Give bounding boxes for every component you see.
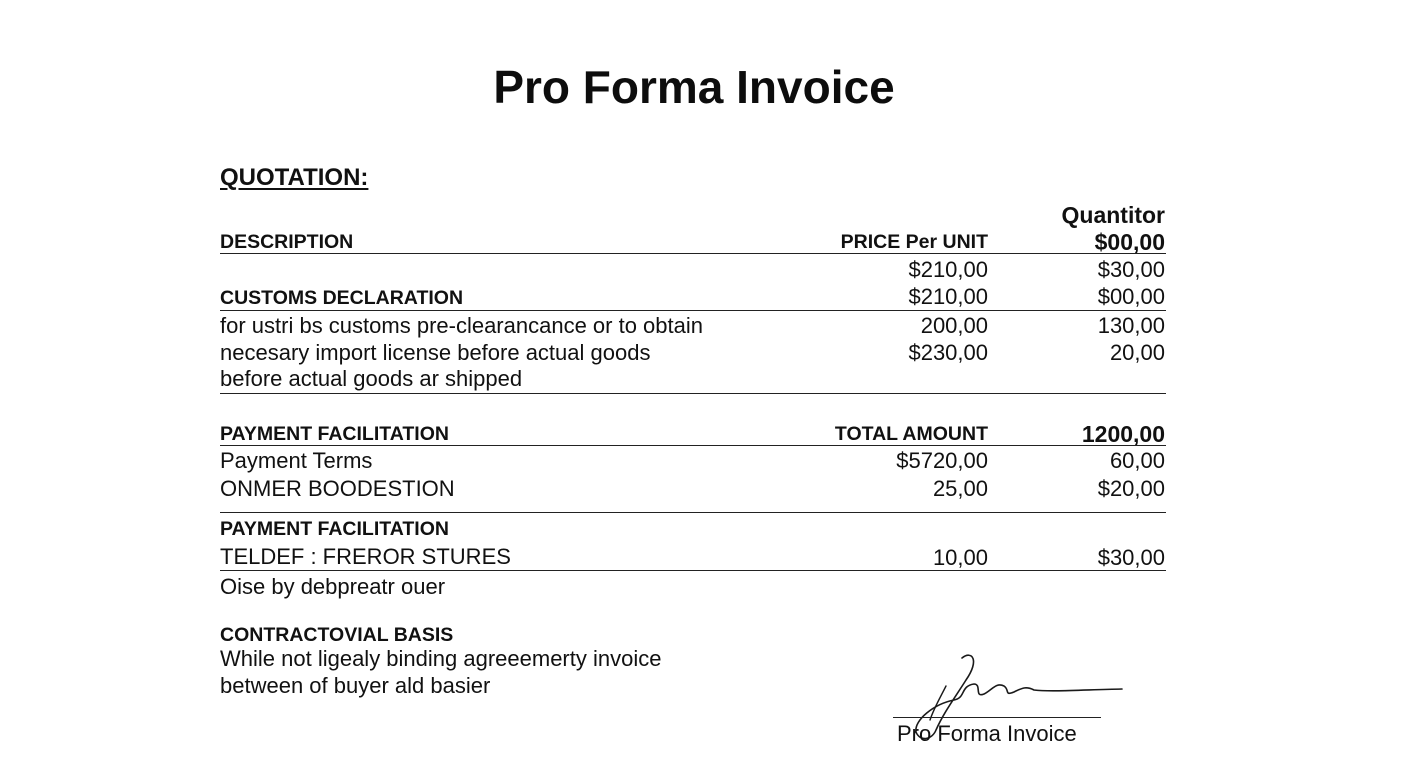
row-1-price: $210,00	[908, 257, 988, 282]
onmer-boodestion-price: 25,00	[932, 476, 988, 501]
price-per-unit-header: PRICE Per UNIT	[840, 231, 988, 253]
payment-header-rule	[220, 445, 1166, 446]
onmer-boodestion-label: ONMER BOODESTION	[220, 476, 455, 501]
onmer-boodestion-qty: $20,00	[1097, 476, 1165, 501]
row-3-qty: 130,00	[1097, 313, 1165, 338]
total-amount-value: 1200,00	[1081, 421, 1165, 447]
row-3-price: 200,00	[920, 313, 988, 338]
total-amount-label: TOTAL AMOUNT	[834, 423, 988, 445]
contract-text-line-2: between of buyer ald basier	[220, 673, 491, 698]
signature-caption: Pro Forma Invoice	[897, 721, 1077, 746]
contract-text-line-1: While not ligealy binding agreeemerty invoice	[220, 646, 662, 671]
row-2-price: $210,00	[908, 284, 988, 309]
customs-declaration-heading: CUSTOMS DECLARATION	[220, 287, 464, 309]
customs-text-line-3: before actual goods ar shipped	[220, 366, 523, 391]
customs-text-line-1: for ustri bs customs pre-clearancance or to obtain	[220, 313, 704, 338]
quantity-header: Quantitor	[1061, 202, 1165, 228]
contractual-basis-heading: CONTRACTOVIAL BASIS	[220, 624, 454, 646]
row-1-qty: $30,00	[1097, 257, 1165, 282]
teldef-rule	[220, 570, 1166, 571]
quantity-header-value: $00,00	[1094, 229, 1165, 255]
teldef-price: 10,00	[932, 545, 988, 570]
page-title: Pro Forma Invoice	[493, 61, 895, 113]
header-rule	[220, 253, 1166, 254]
teldef-qty: $30,00	[1097, 545, 1165, 570]
row-4-qty: 20,00	[1109, 340, 1165, 365]
customs-text-line-2: necesary import license before actual goods	[220, 340, 651, 365]
payment-facilitation-heading: PAYMENT FACILITATION	[220, 423, 449, 445]
row-4-price: $230,00	[908, 340, 988, 365]
payment-section-rule	[220, 512, 1166, 513]
signature-line	[893, 717, 1101, 718]
payment-terms-label: Payment Terms	[220, 448, 373, 473]
payment-terms-price: $5720,00	[896, 448, 988, 473]
customs-section-rule	[220, 393, 1166, 394]
teldef-label: TELDEF : FREROR STURES	[220, 544, 511, 569]
customs-rule	[220, 310, 1166, 311]
row-2-qty: $00,00	[1097, 284, 1165, 309]
payment-note: Oise by debpreatr ouer	[220, 574, 446, 599]
quotation-heading: QUOTATION:	[220, 164, 369, 191]
payment-facilitation-heading-2: PAYMENT FACILITATION	[220, 518, 449, 540]
description-header: DESCRIPTION	[220, 231, 354, 253]
payment-terms-qty: 60,00	[1109, 448, 1165, 473]
